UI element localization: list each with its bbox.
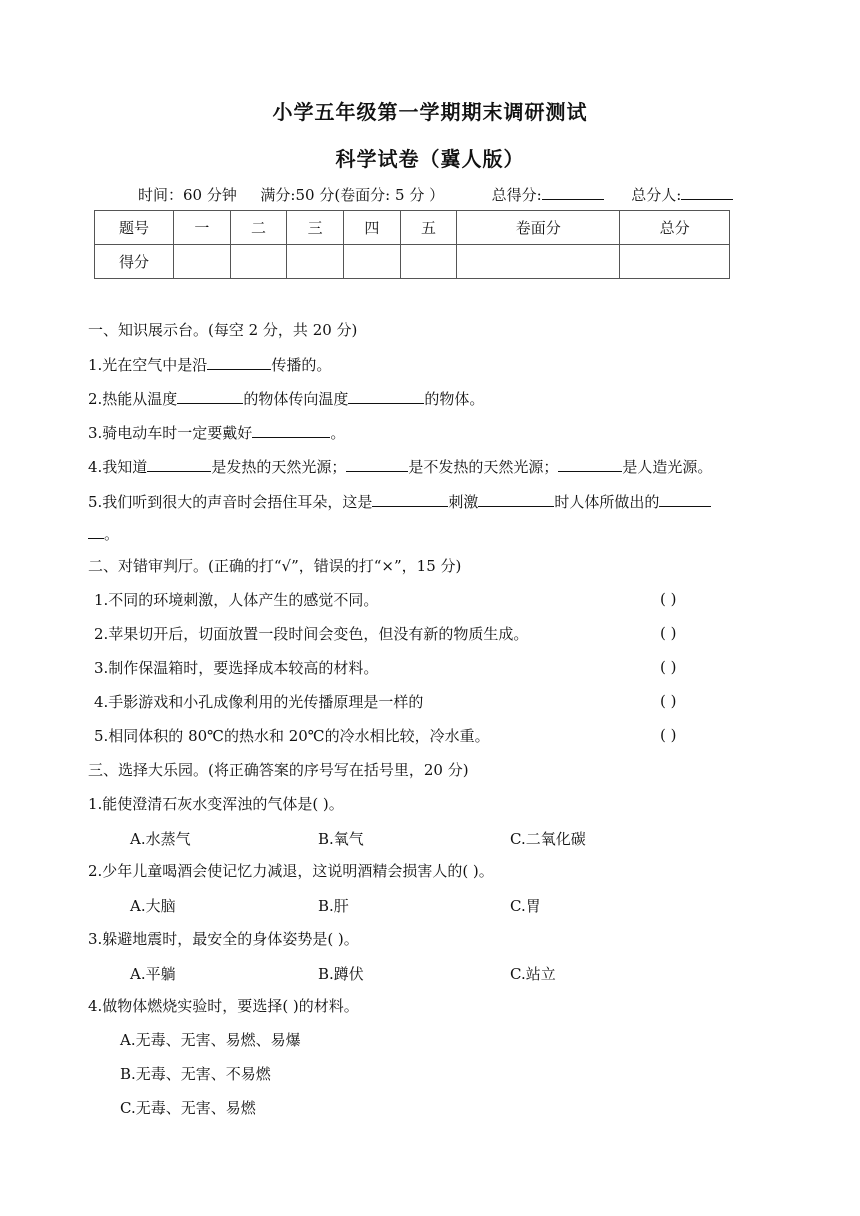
question-text: 1.光在空气中是沿 bbox=[88, 356, 208, 374]
section1-heading: 一、知识展示台。(每空 2 分，共 20 分) bbox=[88, 321, 358, 339]
score-input-cell[interactable] bbox=[230, 245, 287, 279]
option-b: B.肝 bbox=[318, 897, 349, 915]
question-text: 4.我知道 bbox=[88, 458, 148, 476]
answer-blank[interactable] bbox=[177, 387, 243, 404]
total-score-label: 总得分: bbox=[491, 186, 542, 204]
question-text: 是人造光源。 bbox=[622, 458, 713, 476]
section1-question-5-cont bbox=[88, 522, 119, 544]
section2-item-2: 2.苹果切开后，切面放置一段时间会变色，但没有新的物质生成。 bbox=[94, 625, 529, 643]
question-text: 2.热能从温度 bbox=[88, 390, 178, 408]
question-text: 是不发热的天然光源； bbox=[408, 458, 559, 476]
section1-question-2 bbox=[88, 387, 484, 409]
section3-question-1: 1.能使澄清石灰水变浑浊的气体是( )。 bbox=[88, 795, 344, 813]
score-table-cell: 四 bbox=[344, 211, 401, 245]
option-a: A.水蒸气 bbox=[130, 830, 191, 848]
answer-paren[interactable]: ( ) bbox=[660, 692, 677, 710]
score-table-cell: 得分 bbox=[95, 245, 174, 279]
answer-blank[interactable] bbox=[88, 522, 104, 539]
section2-item-3: 3.制作保温箱时，要选择成本较高的材料。 bbox=[94, 659, 379, 677]
question-text: 刺激 bbox=[448, 493, 479, 511]
section1-question-1 bbox=[88, 353, 331, 375]
exam-time: 时间：60 分钟 bbox=[138, 186, 237, 204]
score-table-cell: 二 bbox=[230, 211, 287, 245]
option-b: B.氧气 bbox=[318, 830, 364, 848]
score-table-cell: 卷面分 bbox=[457, 211, 620, 245]
answer-paren[interactable]: ( ) bbox=[660, 590, 677, 608]
answer-blank[interactable] bbox=[659, 490, 711, 507]
section2-heading: 二、对错审判厅。(正确的打“√”，错误的打“×”，15 分) bbox=[88, 557, 462, 575]
option-c: C.胃 bbox=[510, 897, 541, 915]
section1-question-4 bbox=[88, 455, 712, 477]
score-input-cell[interactable] bbox=[344, 245, 401, 279]
score-table-cell: 题号 bbox=[95, 211, 174, 245]
score-input-cell[interactable] bbox=[400, 245, 457, 279]
question-text: 传播的。 bbox=[271, 356, 332, 374]
answer-blank[interactable] bbox=[372, 490, 448, 507]
score-table-cell: 三 bbox=[287, 211, 344, 245]
option-a: A.无毒、无害、易燃、易爆 bbox=[120, 1031, 301, 1049]
score-table-score-row bbox=[95, 245, 730, 279]
answer-paren[interactable]: ( ) bbox=[660, 658, 677, 676]
question-text: 的物体。 bbox=[424, 390, 485, 408]
score-input-cell[interactable] bbox=[457, 245, 620, 279]
total-score-blank[interactable] bbox=[542, 185, 604, 200]
grader-label: 总分人: bbox=[631, 186, 682, 204]
question-text: 时人体所做出的 bbox=[554, 493, 660, 511]
answer-blank[interactable] bbox=[348, 387, 424, 404]
option-c: C.站立 bbox=[510, 965, 556, 983]
option-a: A.平躺 bbox=[130, 965, 176, 983]
section2-item-4: 4.手影游戏和小孔成像利用的光传播原理是一样的 bbox=[94, 693, 424, 711]
score-input-cell[interactable] bbox=[287, 245, 344, 279]
answer-blank[interactable] bbox=[346, 455, 408, 472]
answer-blank[interactable] bbox=[207, 353, 271, 370]
answer-paren[interactable]: ( ) bbox=[660, 624, 677, 642]
page-subtitle: 科学试卷（冀人版） bbox=[335, 147, 525, 171]
option-c: C.二氧化碳 bbox=[510, 830, 586, 848]
question-text: 。 bbox=[330, 424, 346, 442]
section3-question-3: 3.躲避地震时，最安全的身体姿势是( )。 bbox=[88, 930, 359, 948]
answer-blank[interactable] bbox=[147, 455, 211, 472]
score-input-cell[interactable] bbox=[620, 245, 730, 279]
question-text: 的物体传向温度 bbox=[243, 390, 349, 408]
grader-blank[interactable] bbox=[681, 185, 733, 200]
option-a: A.大脑 bbox=[130, 897, 176, 915]
option-c: C.无毒、无害、易燃 bbox=[120, 1099, 256, 1117]
question-text: 是发热的天然光源； bbox=[211, 458, 347, 476]
option-b: B.无毒、无害、不易燃 bbox=[120, 1065, 271, 1083]
page-title: 小学五年级第一学期期末调研测试 bbox=[272, 100, 588, 124]
exam-info-line bbox=[138, 184, 733, 205]
score-table-cell: 总分 bbox=[620, 211, 730, 245]
score-table bbox=[94, 210, 730, 279]
answer-blank[interactable] bbox=[252, 421, 330, 438]
section1-question-3 bbox=[88, 421, 345, 443]
score-input-cell[interactable] bbox=[174, 245, 231, 279]
answer-blank[interactable] bbox=[478, 490, 554, 507]
score-table-cell: 一 bbox=[174, 211, 231, 245]
section1-question-5 bbox=[88, 490, 711, 512]
score-table-cell: 五 bbox=[400, 211, 457, 245]
section2-item-1: 1.不同的环境刺激，人体产生的感觉不同。 bbox=[94, 591, 379, 609]
option-b: B.蹲伏 bbox=[318, 965, 364, 983]
answer-paren[interactable]: ( ) bbox=[660, 726, 677, 744]
question-text: 。 bbox=[104, 525, 120, 543]
question-text: 5.我们听到很大的声音时会捂住耳朵，这是 bbox=[88, 493, 373, 511]
section3-question-4: 4.做物体燃烧实验时，要选择( )的材料。 bbox=[88, 997, 359, 1015]
exam-full-score: 满分:50 分(卷面分: 5 分 ） bbox=[260, 186, 445, 204]
answer-blank[interactable] bbox=[558, 455, 622, 472]
section2-item-5: 5.相同体积的 80℃的热水和 20℃的冷水相比较，冷水重。 bbox=[94, 727, 490, 745]
score-table-header-row bbox=[95, 211, 730, 245]
question-text: 3.骑电动车时一定要戴好 bbox=[88, 424, 253, 442]
section3-question-2: 2.少年儿童喝酒会使记忆力减退，这说明酒精会损害人的( )。 bbox=[88, 862, 494, 880]
section3-heading: 三、选择大乐园。(将正确答案的序号写在括号里，20 分) bbox=[88, 761, 469, 779]
